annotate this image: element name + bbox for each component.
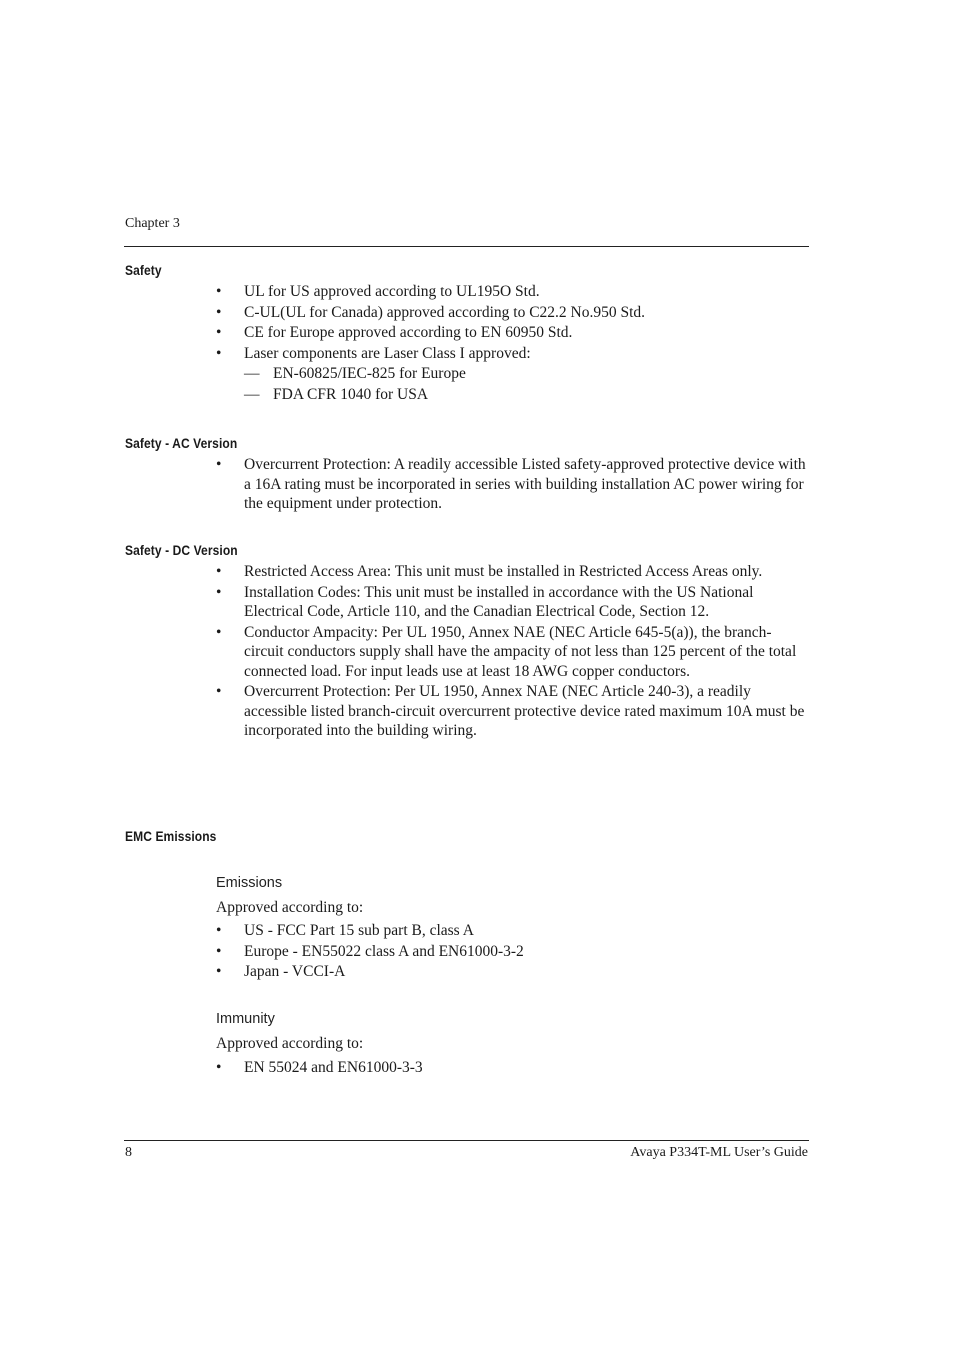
bullet-icon: • xyxy=(216,623,222,641)
section-title-emc: EMC Emissions xyxy=(125,828,217,844)
list-item: • CE for Europe approved according to EN 60950 Std. xyxy=(216,324,573,341)
list-item: • C-UL(UL for Canada) approved according to C22.2 No.950 Std. xyxy=(216,303,646,321)
section-title-safety: Safety xyxy=(125,262,162,278)
list-item: • Laser components are Laser Class I approved: xyxy=(216,344,531,362)
page-number: 8 xyxy=(125,1145,132,1160)
list-item: • Overcurrent Protection: A readily accessible Listed safety-approved protective device with a 16A rating must be incorporated in series with building installation AC power wiring for the equipment under protection. xyxy=(216,456,806,512)
running-header-chapter: Chapter 3 xyxy=(125,216,180,231)
subsection-title-emissions: Emissions xyxy=(216,875,283,891)
list-item: • EN 55024 and EN61000-3-3 xyxy=(216,1059,423,1076)
dash-icon: — xyxy=(244,385,260,403)
sub-list-item: — FDA CFR 1040 for USA xyxy=(244,385,429,403)
bullet-icon: • xyxy=(216,583,222,601)
dash-icon: — xyxy=(244,365,260,382)
bullet-icon: • xyxy=(216,963,222,980)
footer-rule xyxy=(124,1140,809,1141)
bullet-icon: • xyxy=(216,283,222,300)
list-item: • Overcurrent Protection: Per UL 1950, Annex NAE (NEC Article 240-3), a readily accessible listed branch-circuit overcurrent protective device rated maximum 10A must be incorporated into the building wiring. xyxy=(216,683,805,739)
bullet-icon: • xyxy=(216,344,222,362)
bullet-icon: • xyxy=(216,942,222,960)
list-item: • Conductor Ampacity: Per UL 1950, Annex NAE (NEC Article 645-5(a)), the branch-circuit conductors supply shall have the ampacity of not less than 125 percent of the total connected load. For input leads use at least 18 AWG copper conductors. xyxy=(216,623,797,680)
immunity-list xyxy=(216,1058,808,1079)
list-item: • Installation Codes: This unit must be installed in accordance with the US National Electrical Code, Article 110, and the Canadian Electrical Code, Section 12. xyxy=(216,583,754,620)
section-title-safety-ac: Safety - AC Version xyxy=(125,435,238,451)
bullet-icon: • xyxy=(216,456,222,473)
bullet-icon: • xyxy=(216,303,222,321)
sub-list-item: — EN-60825/IEC-825 for Europe xyxy=(244,365,466,382)
safety-list xyxy=(216,282,808,405)
bullet-icon: • xyxy=(216,324,222,341)
list-item: • UL for US approved according to UL195O Std. xyxy=(216,283,540,300)
emissions-list xyxy=(216,921,808,983)
header-rule xyxy=(124,246,809,247)
immunity-intro: Approved according to: xyxy=(216,1035,364,1052)
safety-ac-list xyxy=(216,455,808,515)
bullet-icon: • xyxy=(216,563,222,580)
subsection-title-immunity: Immunity xyxy=(216,1011,275,1027)
emissions-intro: Approved according to: xyxy=(216,899,364,916)
bullet-icon: • xyxy=(216,922,222,939)
bullet-icon: • xyxy=(216,683,222,700)
safety-dc-list xyxy=(216,562,808,742)
bullet-icon: • xyxy=(216,1059,222,1076)
list-item: • Restricted Access Area: This unit must be installed in Restricted Access Areas only. xyxy=(216,563,763,580)
section-title-safety-dc: Safety - DC Version xyxy=(125,542,238,558)
running-footer-guide-title: Avaya P334T-ML User’s Guide xyxy=(630,1145,808,1160)
list-item: • Japan - VCCI-A xyxy=(216,963,346,980)
list-item: • Europe - EN55022 class A and EN61000-3-2 xyxy=(216,942,524,960)
list-item: • US - FCC Part 15 sub part B, class A xyxy=(216,922,474,939)
